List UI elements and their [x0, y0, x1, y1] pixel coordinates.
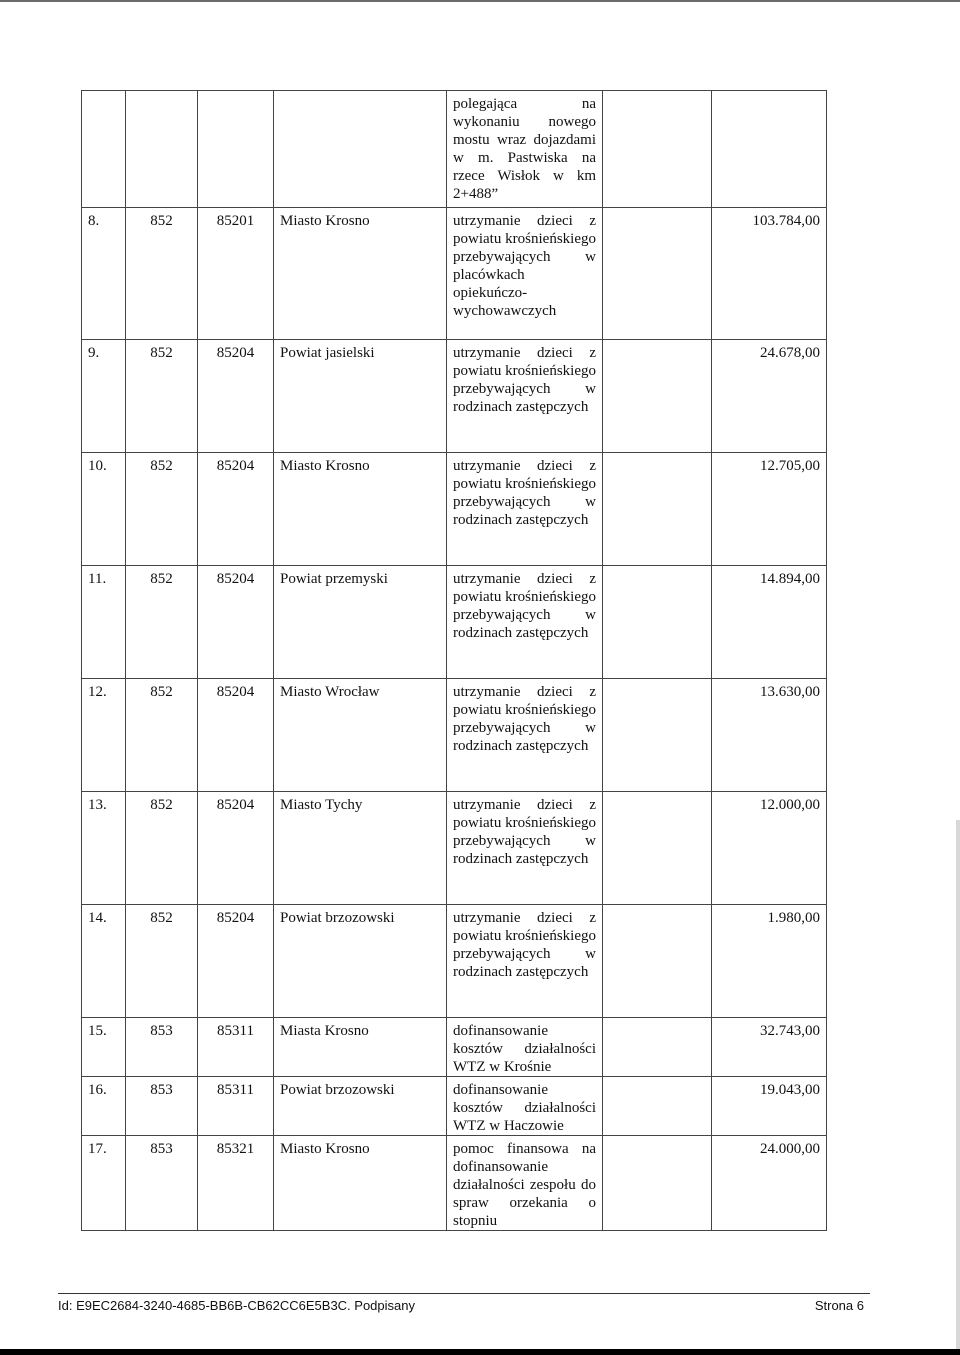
row-number: 15. — [82, 1018, 126, 1077]
table-row — [82, 679, 827, 792]
row-number: 10. — [82, 453, 126, 566]
grants-table — [81, 90, 827, 1231]
amount-cell: 103.784,00 — [712, 208, 827, 340]
purpose-cell: utrzymanie dzieci z powiatu krośnieńskiego przebywających w rodzinach zastępczych — [447, 566, 603, 679]
dzial-cell: 852 — [126, 679, 198, 792]
row-number: 12. — [82, 679, 126, 792]
jst-cell: Miasto Krosno — [274, 208, 447, 340]
purpose-cell: utrzymanie dzieci z powiatu krośnieńskiego przebywających w placówkach opiekuńczo-wychowawczych — [447, 208, 603, 340]
row-number: 11. — [82, 566, 126, 679]
rozdzial-cell: 85204 — [198, 792, 274, 905]
dzial-cell: 852 — [126, 208, 198, 340]
amount-cell: 1.980,00 — [712, 905, 827, 1018]
rozdzial-cell: 85204 — [198, 679, 274, 792]
empty-cell — [603, 905, 712, 1018]
amount-cell: 19.043,00 — [712, 1077, 827, 1136]
purpose-cell: utrzymanie dzieci z powiatu krośnieńskiego przebywających w rodzinach zastępczych — [447, 679, 603, 792]
row-number: 16. — [82, 1077, 126, 1136]
amount-cell: 14.894,00 — [712, 566, 827, 679]
dzial-cell: 852 — [126, 566, 198, 679]
rozdzial-cell: 85321 — [198, 1136, 274, 1231]
empty-cell — [603, 566, 712, 679]
purpose-cell: dofinansowanie kosztów działalności WTZ w Krośnie — [447, 1018, 603, 1077]
jst-cell: Miasto Tychy — [274, 792, 447, 905]
row-number: 17. — [82, 1136, 126, 1231]
empty-cell — [603, 1136, 712, 1231]
dzial-cell: 852 — [126, 453, 198, 566]
jst-cell: Miasto Krosno — [274, 1136, 447, 1231]
dzial-cell — [126, 91, 198, 208]
rozdzial-cell: 85204 — [198, 566, 274, 679]
row-number — [82, 91, 126, 208]
table-row — [82, 208, 827, 340]
jst-cell: Miasta Krosno — [274, 1018, 447, 1077]
dzial-cell: 852 — [126, 340, 198, 453]
rozdzial-cell: 85204 — [198, 453, 274, 566]
purpose-cell: utrzymanie dzieci z powiatu krośnieńskiego przebywających w rodzinach zastępczych — [447, 905, 603, 1018]
amount-cell: 32.743,00 — [712, 1018, 827, 1077]
empty-cell — [603, 679, 712, 792]
empty-cell — [603, 208, 712, 340]
jst-cell: Powiat jasielski — [274, 340, 447, 453]
purpose-cell: dofinansowanie kosztów działalności WTZ w Haczowie — [447, 1077, 603, 1136]
scan-edge-bottom — [0, 1349, 960, 1355]
table-row — [82, 1018, 827, 1077]
dzial-cell: 852 — [126, 792, 198, 905]
row-number: 13. — [82, 792, 126, 905]
row-number: 8. — [82, 208, 126, 340]
table-row — [82, 1077, 827, 1136]
rozdzial-cell: 85311 — [198, 1077, 274, 1136]
table-row — [82, 453, 827, 566]
purpose-cell: utrzymanie dzieci z powiatu krośnieńskiego przebywających w rodzinach zastępczych — [447, 792, 603, 905]
purpose-cell: utrzymanie dzieci z powiatu krośnieńskiego przebywających w rodzinach zastępczych — [447, 340, 603, 453]
purpose-cell: polegająca na wykonaniu nowego mostu wraz dojazdami w m. Pastwiska na rzece Wisłok w km 2+488” — [447, 91, 603, 208]
jst-cell: Powiat przemyski — [274, 566, 447, 679]
table-row — [82, 792, 827, 905]
empty-cell — [603, 1018, 712, 1077]
empty-cell — [603, 792, 712, 905]
purpose-cell: pomoc finansowa na dofinansowanie działalności zespołu do spraw orzekania o stopniu — [447, 1136, 603, 1231]
rozdzial-cell: 85204 — [198, 340, 274, 453]
amount-cell — [712, 91, 827, 208]
rozdzial-cell: 85201 — [198, 208, 274, 340]
jst-cell: Powiat brzozowski — [274, 1077, 447, 1136]
empty-cell — [603, 453, 712, 566]
rozdzial-cell: 85311 — [198, 1018, 274, 1077]
rozdzial-cell — [198, 91, 274, 208]
table-row — [82, 91, 827, 208]
amount-cell: 12.000,00 — [712, 792, 827, 905]
row-number: 9. — [82, 340, 126, 453]
scan-edge-top — [0, 0, 960, 2]
table-row — [82, 1136, 827, 1231]
amount-cell: 24.000,00 — [712, 1136, 827, 1231]
purpose-cell: utrzymanie dzieci z powiatu krośnieńskiego przebywających w rodzinach zastępczych — [447, 453, 603, 566]
table-row — [82, 905, 827, 1018]
jst-cell — [274, 91, 447, 208]
dzial-cell: 853 — [126, 1018, 198, 1077]
dzial-cell: 853 — [126, 1136, 198, 1231]
dzial-cell: 853 — [126, 1077, 198, 1136]
footer-divider — [58, 1293, 870, 1294]
dzial-cell: 852 — [126, 905, 198, 1018]
amount-cell: 24.678,00 — [712, 340, 827, 453]
amount-cell: 12.705,00 — [712, 453, 827, 566]
table-row — [82, 340, 827, 453]
empty-cell — [603, 91, 712, 208]
scan-edge-right — [956, 820, 960, 1355]
table-row — [82, 566, 827, 679]
jst-cell: Powiat brzozowski — [274, 905, 447, 1018]
row-number: 14. — [82, 905, 126, 1018]
document-id: Id: E9EC2684-3240-4685-BB6B-CB62CC6E5B3C. Podpisany — [58, 1298, 415, 1313]
amount-cell: 13.630,00 — [712, 679, 827, 792]
empty-cell — [603, 1077, 712, 1136]
jst-cell: Miasto Krosno — [274, 453, 447, 566]
page-number: Strona 6 — [814, 1298, 864, 1313]
jst-cell: Miasto Wrocław — [274, 679, 447, 792]
rozdzial-cell: 85204 — [198, 905, 274, 1018]
empty-cell — [603, 340, 712, 453]
